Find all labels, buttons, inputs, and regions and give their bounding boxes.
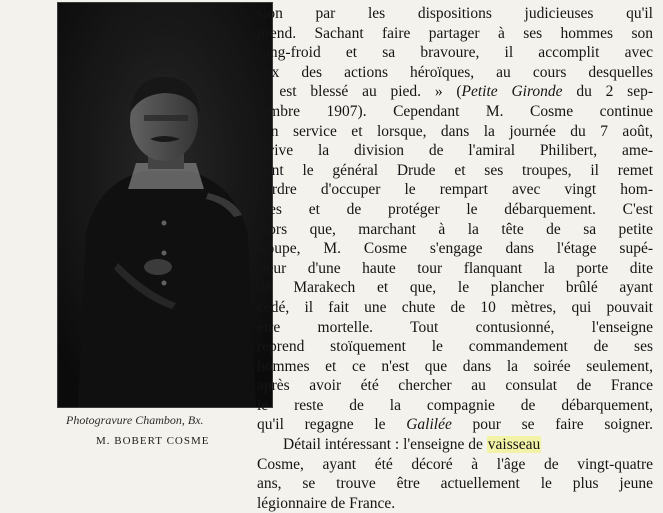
article-line: qu'il regagne le Galilée pour se faire soigner. bbox=[257, 416, 653, 434]
article-line: nant le général Drude et ses troupes, il remet bbox=[257, 161, 653, 179]
article-line: après avoir été chercher au consulat de France bbox=[257, 377, 653, 395]
article-line: sion par les dispositions judicieuses qu'il bbox=[257, 5, 653, 22]
photo-credit: Photogravure Chambon, Bx. bbox=[66, 413, 204, 427]
article-line: Cosme, ayant été décoré à l'âge de vingt-quatre bbox=[257, 455, 653, 473]
article-line: tembre 1907). Cependant M. Cosme continue bbox=[257, 102, 653, 120]
article-line: cédé, il fait une chute de 10 mètres, qui pouvait bbox=[257, 298, 653, 316]
article-line: mes et de protéger le débarquement. C'est bbox=[257, 200, 653, 218]
article-line: prend. Sachant faire partager à ses hommes son bbox=[257, 24, 653, 42]
article-line: de Marakech et que, le plancher brûlé ayant bbox=[257, 279, 653, 297]
article-line: légionnaire de France. bbox=[257, 494, 396, 512]
article-line: rieur d'une haute tour flanquant la porte dite bbox=[257, 259, 653, 277]
photo-column bbox=[38, 0, 238, 455]
article-line: son service et lorsque, dans la journée du 7 août, bbox=[257, 122, 653, 140]
article-line: Détail intéressant : l'enseigne de vaisseau bbox=[283, 436, 541, 454]
portrait-photo bbox=[57, 2, 273, 408]
search-highlight: vaisseau bbox=[487, 436, 541, 454]
article-line: reprend stoïquement le commandement de ses bbox=[257, 338, 653, 356]
article-text bbox=[257, 4, 653, 513]
article-line: hommes et ce n'est que dans la soirée seulement, bbox=[257, 357, 653, 375]
article-line: alors que, marchant à la tête de sa petite bbox=[257, 220, 653, 238]
article-line: sang-froid et sa bravoure, il accomplit avec bbox=[257, 44, 653, 62]
article-line: troupe, M. Cosme s'engage dans l'étage supé- bbox=[257, 240, 653, 258]
photo-caption: M. BOBERT COSME bbox=[96, 435, 210, 447]
article-line: arrive la division de l'amiral Philibert, ame- bbox=[257, 142, 653, 160]
portrait-image bbox=[58, 3, 272, 407]
article-line: être mortelle. Tout contusionné, l'enseigne bbox=[257, 318, 653, 336]
article-line: ans, se trouve être actuellement le plus jeune bbox=[257, 475, 653, 493]
article-line: eux des actions héroïques, au cours desquelles bbox=[257, 63, 653, 81]
article-line: il est blessé au pied. » (Petite Gironde du 2 sep- bbox=[257, 83, 653, 101]
article-line: l'ordre d'occuper le rempart avec vingt hom- bbox=[257, 181, 653, 199]
article-line: le reste de la compagnie de débarquement, bbox=[257, 396, 653, 414]
